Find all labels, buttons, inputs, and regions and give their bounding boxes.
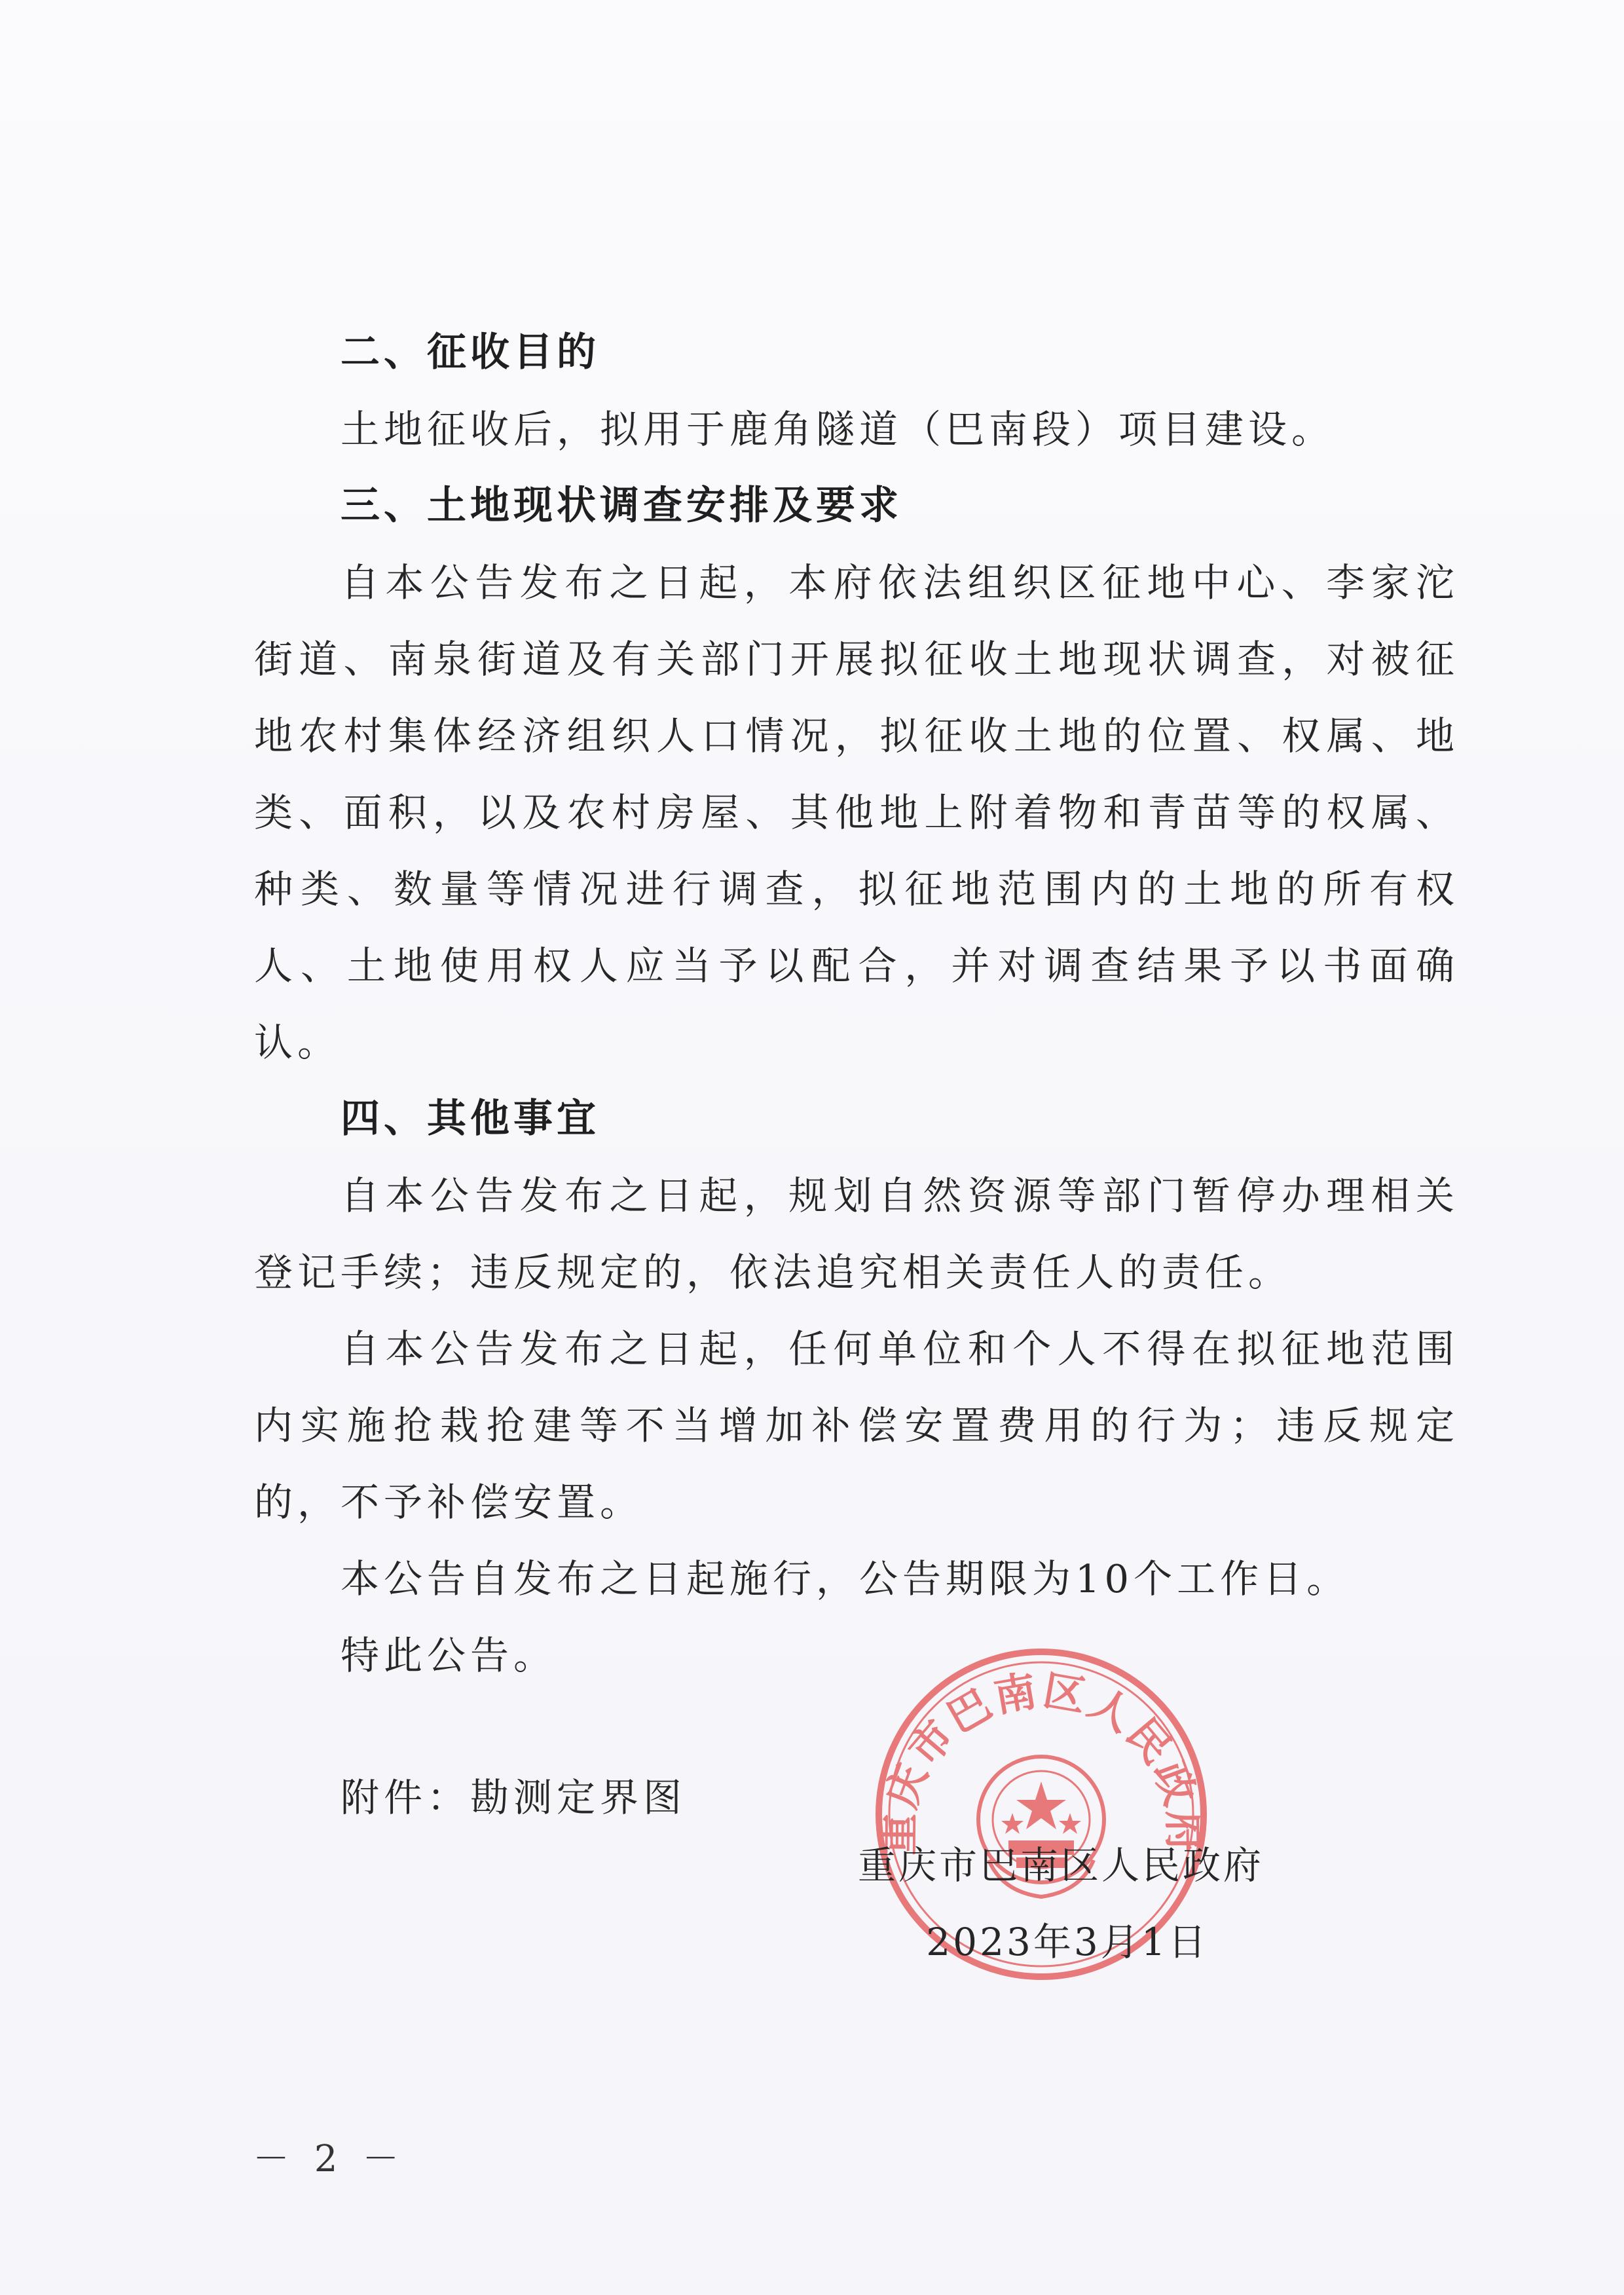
page-number: － 2 － xyxy=(253,2138,406,2180)
document-body xyxy=(254,314,1459,1836)
section-heading-survey: 三、土地现状调查安排及要求 xyxy=(341,483,902,529)
issuing-organization: 重庆市巴南区人民政府 xyxy=(857,1843,1264,1888)
effective-period-paragraph: 本公告自发布之日起施行，公告期限为10个工作日。 xyxy=(341,1556,1350,1601)
closing-paragraph: 特此公告。 xyxy=(341,1633,557,1678)
seal-text-path: 重庆市巴南区人民政府 xyxy=(874,1666,1208,1856)
issue-date: 2023年3月1日 xyxy=(926,1920,1209,1964)
survey-paragraph: 自本公告发布之日起，本府依法组织区征地中心、李家沱街道、南泉街道及有关部门开展拟征收土地现状调查，对被征地农村集体经济组织人口情况，拟征收土地的位置、权属、地类、面积，以及农村房屋、其他地上附着物和青苗等的权属、种类、数量等情况进行调查，拟征地范围内的土地的所有权人、土地使用权人应当予以配合，并对调查结果予以书面确认。 xyxy=(254,560,1459,1065)
attachment-line: 附件：勘测定界图 xyxy=(341,1775,687,1820)
section-heading-purpose: 二、征收目的 xyxy=(341,329,600,375)
purpose-paragraph: 土地征收后，拟用于鹿角隧道（巴南段）项目建设。 xyxy=(341,407,1335,452)
no-construction-paragraph: 自本公告发布之日起，任何单位和个人不得在拟征地范围内实施抢栽抢建等不当增加补偿安置费用的行为；违反规定的，不予补偿安置。 xyxy=(254,1326,1459,1525)
signature-block xyxy=(819,1827,1303,1981)
registration-suspension-paragraph: 自本公告发布之日起，规划自然资源等部门暂停办理相关登记手续；违反规定的，依法追究相关责任人的责任。 xyxy=(254,1173,1459,1295)
section-heading-other-matters: 四、其他事宜 xyxy=(341,1096,600,1142)
